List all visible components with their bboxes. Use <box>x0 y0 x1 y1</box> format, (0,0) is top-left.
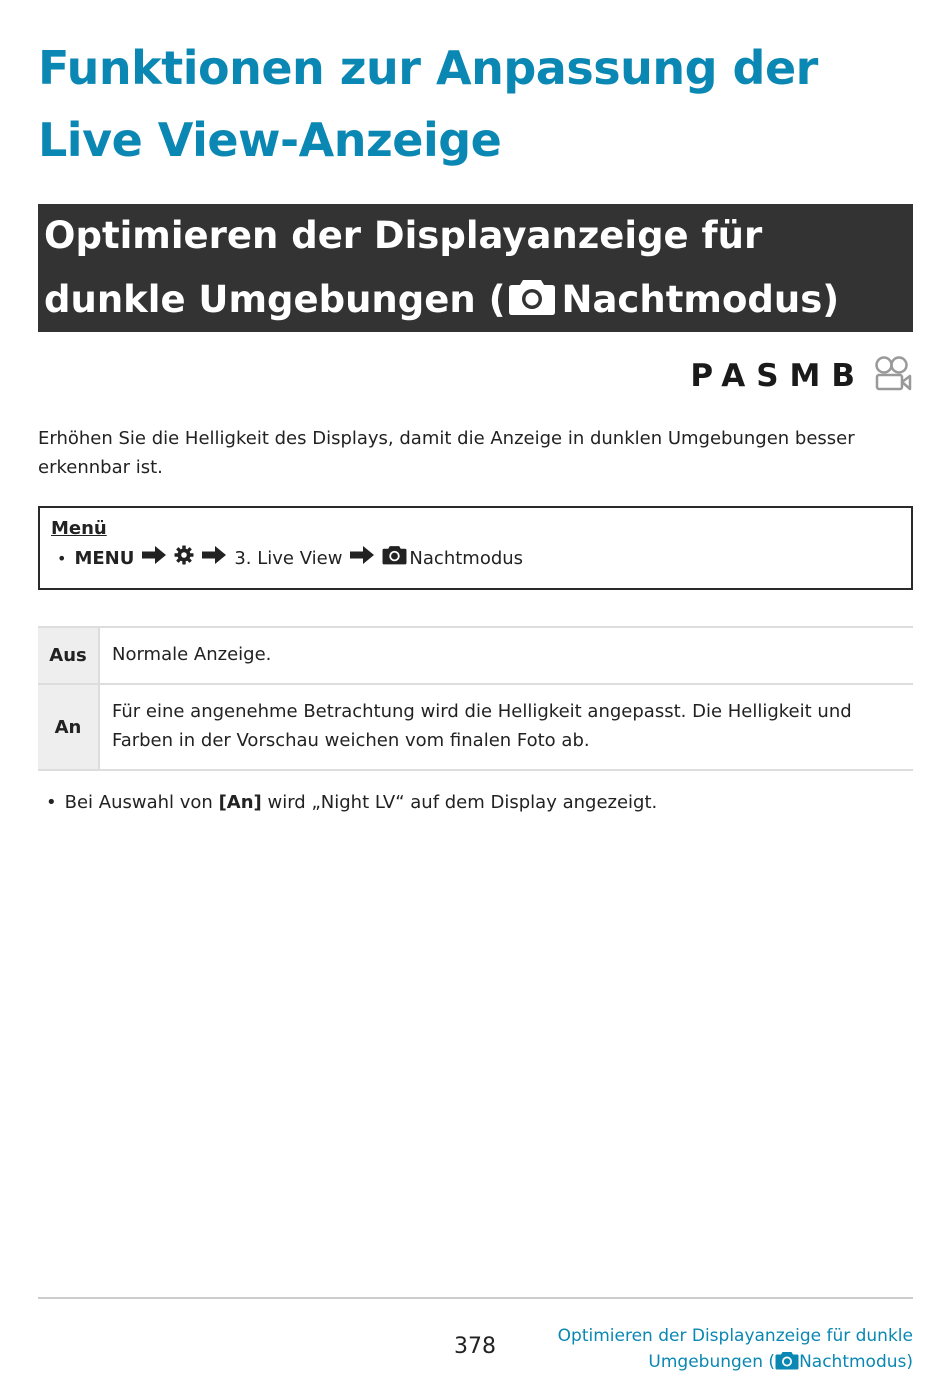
note-suffix: wird „Night LV“ auf dem Display angezeigt. <box>261 792 658 813</box>
gear-icon <box>174 545 194 574</box>
section-heading-text-end: Nachtmodus) <box>561 278 840 321</box>
menu-heading: Menü <box>51 518 107 539</box>
movie-camera-icon <box>874 356 912 396</box>
footer-section-link[interactable] <box>513 1323 913 1378</box>
menu-step-item: Nachtmodus <box>409 548 524 569</box>
note-prefix: Bei Auswahl von <box>64 792 219 813</box>
note-bold: [An] <box>218 792 262 813</box>
arrow-right-icon <box>350 545 374 573</box>
option-key: Aus <box>38 627 99 684</box>
menu-path <box>51 544 900 574</box>
bullet: • <box>57 549 67 568</box>
camera-icon <box>382 544 407 574</box>
page-number: 378 <box>454 1334 496 1359</box>
table-row <box>38 684 913 770</box>
menu-label: MENU <box>74 548 135 569</box>
footer-divider <box>38 1297 913 1299</box>
note <box>46 788 906 817</box>
options-table <box>38 626 913 771</box>
table-row <box>38 627 913 684</box>
option-key: An <box>38 684 99 770</box>
menu-box <box>38 506 913 590</box>
arrow-right-icon <box>202 545 226 573</box>
section-heading <box>38 204 913 332</box>
option-value: Normale Anzeige. <box>99 627 913 684</box>
page-title: Funktionen zur Anpassung der Live View-Anzeige <box>38 41 818 167</box>
bullet: • <box>46 792 57 813</box>
mode-letters: PASMB <box>690 358 866 394</box>
footer-link-text[interactable]: Optimieren der Displayanzeige für dunkle Umgebungen ( <box>557 1326 913 1372</box>
arrow-right-icon <box>142 545 166 573</box>
option-value: Für eine angenehme Betrachtung wird die Helligkeit angepasst. Die Helligkeit und Farben in der Vorschau weichen vom finalen Foto ab. <box>99 684 913 770</box>
footer-link-text-end[interactable]: Nachtmodus) <box>799 1352 913 1372</box>
section-heading-text: Optimieren der Displayanzeige für dunkle Umgebungen ( <box>44 214 763 321</box>
shooting-modes <box>690 356 912 396</box>
menu-step-live-view: 3. Live View <box>234 548 343 569</box>
camera-icon <box>508 272 556 336</box>
intro-text: Erhöhen Sie die Helligkeit des Displays, damit die Anzeige in dunklen Umgebungen besser erkennbar ist. <box>38 428 855 478</box>
